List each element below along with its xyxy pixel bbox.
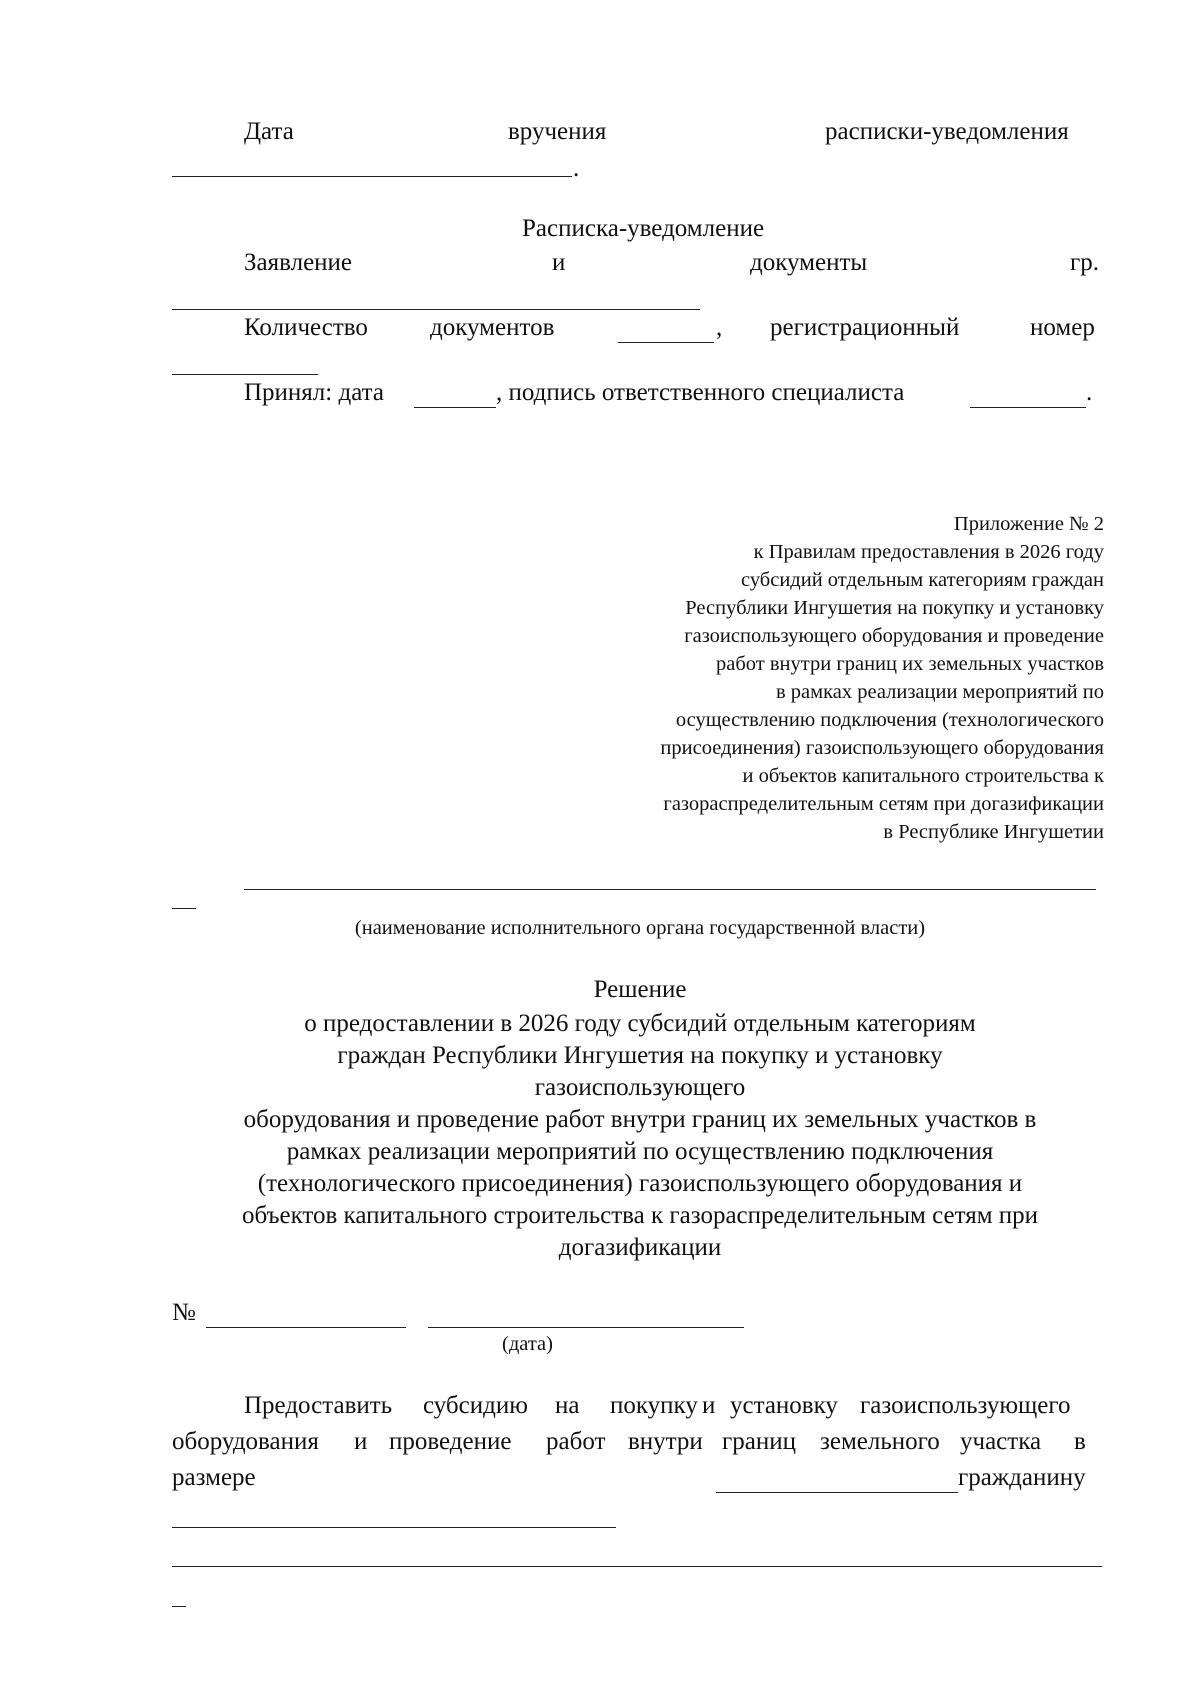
body-l1-w3: на (555, 1392, 580, 1419)
registration-number-blank (172, 374, 318, 375)
count-row-comma: , (716, 314, 723, 341)
citizen-name-blank-1 (172, 1527, 616, 1528)
date-row-end: . (573, 155, 580, 182)
body-l2-w5: внутри (628, 1428, 703, 1455)
body-l1-w7: газоиспользующего (860, 1392, 1071, 1419)
accepted-row-part-2: , подпись ответственного специалиста (496, 379, 905, 406)
authority-name-blank-continuation (172, 908, 196, 909)
decision-title: Решение (593, 976, 687, 1003)
body-l1-w1: Предоставить (244, 1392, 393, 1419)
body-l2-w8: участка (960, 1428, 1042, 1455)
statement-row-word-1: Заявление (244, 249, 353, 276)
body-l2-w1: оборудования (172, 1428, 319, 1455)
decision-text-line-1: о предоставлении в 2026 году субсидий отдельным категориям (304, 1010, 976, 1037)
decision-text-line-2: граждан Республики Ингушетия на покупку и установку (337, 1042, 943, 1069)
date-blank-line (172, 176, 572, 177)
authority-name-blank (244, 889, 1096, 890)
body-l2-w3: проведение (389, 1428, 512, 1455)
accepted-date-blank (414, 407, 496, 408)
decision-text-line-3: газоиспользующего (534, 1074, 746, 1101)
authority-caption: (наименование исполнительного органа государственной власти) (354, 917, 926, 939)
date-row-word-2: вручения (508, 118, 607, 145)
body-l2-w7: земельного (820, 1428, 940, 1455)
body-l1-w6: установку (730, 1392, 838, 1419)
document-count-blank (618, 342, 714, 343)
statement-row-word-4: гр. (1070, 249, 1100, 276)
decision-text-line-8: догазификации (558, 1234, 722, 1261)
decision-text-line-6: (технологического присоединения) газоиспользующего оборудования и (257, 1170, 1023, 1197)
body-l3-w2: гражданину (958, 1464, 1086, 1491)
statement-row-word-3: документы (750, 249, 868, 276)
count-row-word-3: регистрационный (770, 314, 960, 341)
date-row-word-3: расписки-уведомления (825, 118, 1069, 145)
decision-number-blank (206, 1327, 406, 1328)
decision-text-line-4: оборудования и проведение работ внутри границ их земельных участков в (243, 1106, 1037, 1133)
count-row-word-1: Количество (244, 314, 368, 341)
decision-text-line-7: объектов капитального строительства к газораспределительным сетям при (241, 1202, 1039, 1229)
body-l3-w1: размере (172, 1464, 256, 1491)
subsidy-amount-blank (716, 1492, 958, 1493)
body-l2-w9: в (1074, 1428, 1086, 1455)
count-row-word-4: номер (1030, 314, 1095, 341)
number-sign: № (172, 1299, 196, 1326)
count-row-word-2: документов (430, 314, 555, 341)
body-l1-w2: субсидию (423, 1392, 528, 1419)
citizen-name-blank-2 (172, 1566, 1102, 1567)
date-caption: (дата) (502, 1333, 553, 1355)
receipt-title: Расписка-уведомление (522, 215, 765, 242)
accepted-row-end: . (1086, 379, 1093, 406)
statement-row-word-2: и (552, 249, 566, 276)
specialist-signature-blank (970, 407, 1086, 408)
body-l1-w4: покупку (610, 1392, 698, 1419)
citizen-name-blank-3 (172, 1606, 186, 1607)
body-l1-w5: и (702, 1392, 716, 1419)
accepted-row-part-1: Принял: дата (244, 379, 384, 406)
body-l2-w6: границ (722, 1428, 796, 1455)
decision-text-line-5: рамках реализации мероприятий по осуществлению подключения (286, 1138, 994, 1165)
body-l2-w2: и (354, 1428, 368, 1455)
citizen-name-blank (172, 309, 700, 310)
appendix-header: Приложение № 2 к Правилам предоставления в 2026 году субсидий отдельным категориям граждан Республики Ингушетия на покупку и установку газоиспользующего оборудования и проведение работ внутри границ их земельных участков в рамках реализации мероприятий по осуществлению подключения (технологического присоединения) газоиспользующего оборудования и объектов капитального строительства к газораспределительным сетям при догазификации в Республике Ингушетии (660, 513, 1104, 843)
body-l2-w4: работ (546, 1428, 606, 1455)
date-row-word-1: Дата (244, 118, 294, 145)
decision-date-blank (428, 1327, 744, 1328)
